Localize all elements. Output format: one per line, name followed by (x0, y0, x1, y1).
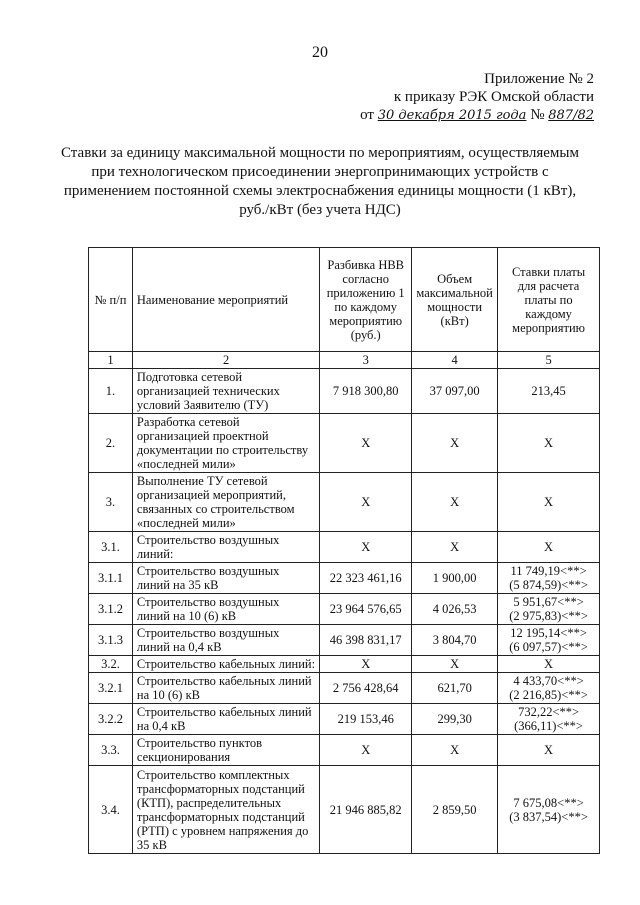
table-row (89, 656, 600, 673)
table-row (89, 473, 600, 532)
row-nvv: 22 323 461,16 (320, 563, 412, 594)
row-rate: 213,45 (498, 369, 600, 414)
document-title: Ставки за единицу максимальной мощности по мероприятиям, осуществляемым при технологическом присоединении энергопринимающих устройств с применением постоянной схемы электроснабжения единицы мощности (1 кВт), руб./кВт (без учета НДС) (61, 145, 579, 218)
rate-value: 5 951,67<**> (513, 595, 584, 609)
rates-table (88, 247, 600, 854)
row-num: 1. (89, 369, 133, 414)
row-power: X (412, 735, 498, 766)
index-cell: 5 (498, 352, 600, 369)
row-nvv: X (320, 532, 412, 563)
row-name: Подготовка сетевой организацией технических условий Заявителю (ТУ) (132, 369, 319, 414)
row-nvv: 7 918 300,80 (320, 369, 412, 414)
row-power: 299,30 (412, 704, 498, 735)
index-cell: 2 (132, 352, 319, 369)
index-cell: 1 (89, 352, 133, 369)
row-num: 3.4. (89, 766, 133, 854)
appendix-order-ref: к приказу РЭК Омской области (393, 89, 594, 105)
index-cell: 3 (320, 352, 412, 369)
row-nvv: 46 398 831,17 (320, 625, 412, 656)
row-power: 37 097,00 (412, 369, 498, 414)
index-cell: 4 (412, 352, 498, 369)
row-name: Разработка сетевой организацией проектной документации по строительству «последней мили» (132, 414, 319, 473)
row-num: 2. (89, 414, 133, 473)
row-nvv: X (320, 656, 412, 673)
table-row (89, 735, 600, 766)
row-name: Строительство воздушных линий на 35 кВ (132, 563, 319, 594)
header-name: Наименование мероприятий (132, 248, 319, 352)
row-name: Строительство воздушных линий на 0,4 кВ (132, 625, 319, 656)
table-row (89, 766, 600, 854)
table-row (89, 414, 600, 473)
header-rate: Ставки платы для расчета платы по каждому мероприятию (498, 248, 600, 352)
row-power: X (412, 656, 498, 673)
row-nvv: X (320, 414, 412, 473)
row-nvv: X (320, 473, 412, 532)
row-num: 3.2.2 (89, 704, 133, 735)
header-nvv: Разбивка НВВ согласно приложению 1 по каждому мероприятию (руб.) (320, 248, 412, 352)
table-header-row (89, 248, 600, 352)
row-name: Строительство воздушных линий: (132, 532, 319, 563)
row-power: 3 804,70 (412, 625, 498, 656)
row-power: X (412, 473, 498, 532)
row-rate (498, 594, 600, 625)
row-rate (498, 563, 600, 594)
row-rate: X (498, 532, 600, 563)
table-index-row (89, 352, 600, 369)
table-row (89, 563, 600, 594)
row-num: 3.3. (89, 735, 133, 766)
page-number: 20 (312, 44, 328, 61)
row-rate (498, 766, 600, 854)
rate-value: 11 749,19<**> (510, 564, 587, 578)
rate-value: 4 433,70<**> (513, 674, 584, 688)
row-num: 3.1.3 (89, 625, 133, 656)
rate-value-half: (2 975,83)<**> (509, 609, 588, 623)
row-num: 3.1. (89, 532, 133, 563)
table-row (89, 532, 600, 563)
row-rate (498, 625, 600, 656)
handwritten-number: 887/82 (548, 108, 594, 123)
rate-value-half: (6 097,57)<**> (509, 640, 588, 654)
row-num: 3.1.2 (89, 594, 133, 625)
row-name: Строительство пунктов секционирования (132, 735, 319, 766)
row-name: Строительство кабельных линий на 10 (6) кВ (132, 673, 319, 704)
row-rate (498, 673, 600, 704)
table-row (89, 673, 600, 704)
rate-value-half: (366,11)<**> (514, 719, 583, 733)
row-nvv: 21 946 885,82 (320, 766, 412, 854)
row-name: Строительство кабельных линий: (132, 656, 319, 673)
appendix-date-line (360, 106, 594, 125)
rate-value-half: (5 874,59)<**> (509, 578, 588, 592)
rate-value-half: (2 216,85)<**> (509, 688, 588, 702)
row-num: 3. (89, 473, 133, 532)
number-label: № (530, 107, 545, 123)
header-power: Объем максимальной мощности (кВт) (412, 248, 498, 352)
row-name: Строительство комплектных трансформаторных подстанций (КТП), распределительных трансформаторных подстанций (РТП) с уровнем напряжения до 35 кВ (132, 766, 319, 854)
row-nvv: 2 756 428,64 (320, 673, 412, 704)
row-num: 3.1.1 (89, 563, 133, 594)
row-rate: X (498, 656, 600, 673)
table-row (89, 369, 600, 414)
row-nvv: X (320, 735, 412, 766)
appendix-title: Приложение № 2 (484, 71, 594, 87)
rate-value: 12 195,14<**> (510, 626, 587, 640)
row-power: 621,70 (412, 673, 498, 704)
row-num: 3.2. (89, 656, 133, 673)
table-row (89, 704, 600, 735)
row-power: X (412, 532, 498, 563)
row-name: Строительство воздушных линий на 10 (6) кВ (132, 594, 319, 625)
table-row (89, 594, 600, 625)
row-power: 1 900,00 (412, 563, 498, 594)
row-power: 2 859,50 (412, 766, 498, 854)
row-power: X (412, 414, 498, 473)
row-rate (498, 704, 600, 735)
row-rate: X (498, 473, 600, 532)
appendix-header (360, 70, 594, 125)
handwritten-date: 30 декабря 2015 года (377, 108, 527, 123)
row-name: Строительство кабельных линий на 0,4 кВ (132, 704, 319, 735)
row-rate: X (498, 414, 600, 473)
table-row (89, 625, 600, 656)
rate-value: 7 675,08<**> (513, 795, 584, 810)
row-name: Выполнение ТУ сетевой организацией мероприятий, связанных со строительством «последней мили» (132, 473, 319, 532)
rate-value: 732,22<**> (518, 705, 580, 719)
row-num: 3.2.1 (89, 673, 133, 704)
header-num: № п/п (89, 248, 133, 352)
from-label: от (360, 107, 374, 123)
row-power: 4 026,53 (412, 594, 498, 625)
rate-value-half: (3 837,54)<**> (509, 809, 588, 824)
row-nvv: 219 153,46 (320, 704, 412, 735)
row-nvv: 23 964 576,65 (320, 594, 412, 625)
row-rate: X (498, 735, 600, 766)
